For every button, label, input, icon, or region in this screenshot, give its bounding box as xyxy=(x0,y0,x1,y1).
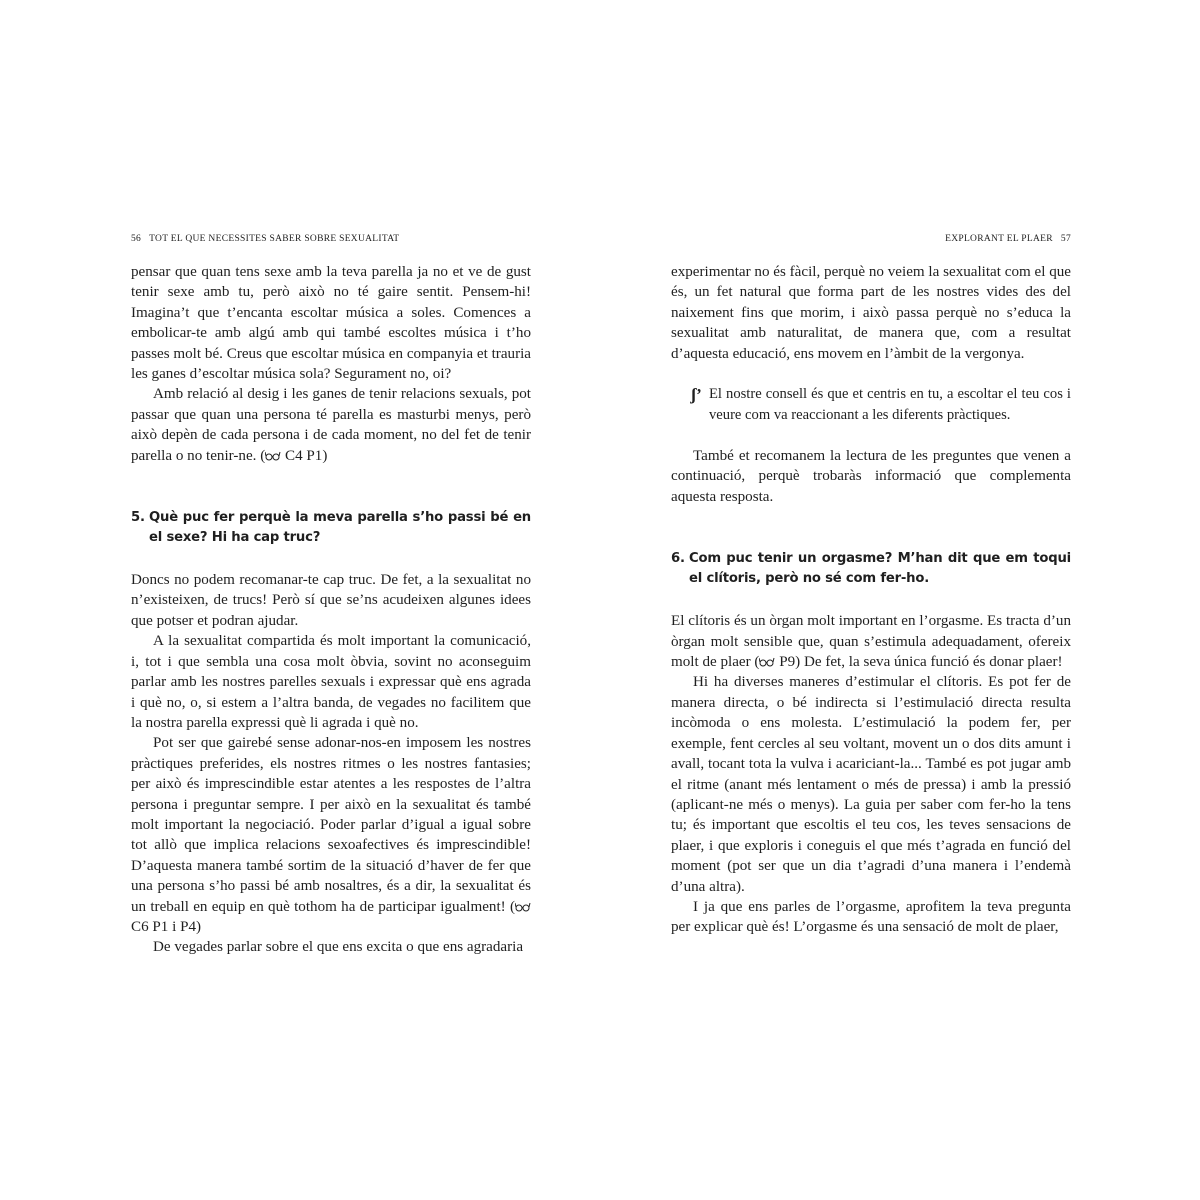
tip-icon: ʃ’ xyxy=(691,385,702,405)
question-number: 5. xyxy=(131,510,145,526)
left-body xyxy=(131,262,531,958)
glasses-icon xyxy=(265,451,281,461)
paragraph xyxy=(131,733,531,937)
paragraph xyxy=(131,384,531,466)
paragraph-text: De fet, la seva única funció és donar plaer! xyxy=(800,654,1063,671)
cross-reference: C6 P1 i P4) xyxy=(131,918,202,935)
paragraph: Doncs no podem recomanar-te cap truc. De fet, a la sexualitat no n’existeixen, de trucs! Però sí que se’ns acudeixen algunes idees que potser et podran ajudar. xyxy=(131,572,531,629)
paragraph xyxy=(671,611,1071,672)
paragraph-text: Amb relació al desig i les ganes de tenir relacions sexuals, pot passar que quan una persona té parella es masturbi menys, però això depèn de cada persona i de cada moment, no del fet de tenir parella o no tenir-ne. ( xyxy=(131,386,531,464)
paragraph: De vegades parlar sobre el que ens excita o que ens agradaria xyxy=(153,939,524,956)
right-page xyxy=(671,234,1071,938)
cross-reference: P9) xyxy=(775,654,801,671)
glasses-icon xyxy=(759,657,775,667)
paragraph-text: Pot ser que gairebé sense adonar-nos-en imposem les nostres pràctiques preferides, els nostres ritmes o les nostres fantasies; per això és imprescindible estar atentes a les respostes de l’altra persona i preguntar sempre. I per això en la sexualitat és també molt important la negociació. Poder parlar d’igual a igual sobre tot allò que implica relacions sexoafectives és imprescindible! D’aquesta manera també sortim de la situació d’haver de fer que una persona s’ho passi bé amb nosaltres, és a dir, la sexualitat és un treball en equip en què tothom ha de participar igualment! ( xyxy=(131,735,531,915)
running-head-left xyxy=(131,234,531,250)
glasses-icon xyxy=(515,902,531,912)
page-number: 57 xyxy=(1060,234,1071,244)
tip-box xyxy=(691,384,1071,426)
right-body xyxy=(671,262,1071,938)
question-heading xyxy=(131,508,531,548)
tip-text: El nostre consell és que et centris en tu, a escoltar el teu cos i veure com va reaccionant a les diferents pràctiques. xyxy=(709,386,1071,424)
left-page xyxy=(131,234,531,958)
paragraph: També et recomanem la lectura de les preguntes que venen a continuació, perquè trobaràs informació que complementa aquesta resposta. xyxy=(671,448,1071,505)
running-head-right xyxy=(671,234,1071,250)
running-head-title: EXPLORANT EL PLAER xyxy=(945,234,1053,244)
running-head-title: TOT EL QUE NECESSITES SABER SOBRE SEXUALITAT xyxy=(149,234,400,244)
question-heading xyxy=(671,549,1071,589)
paragraph: A la sexualitat compartida és molt important la comunicació, i, tot i que sembla una cosa molt òbvia, sovint no aconseguim parlar amb les nostres parelles sexuals i expressar què ens agrada i què no, o, si estem a l’altra banda, de vegades no facilitem que la nostra parella expressi què li agrada i què no. xyxy=(131,633,531,731)
paragraph: experimentar no és fàcil, perquè no veiem la sexualitat com el que és, un fet natural que forma part de les nostres vides des del naixement fins que morim, i això passa perquè no s’educa la sexualitat amb naturalitat, de manera que, com a resultat d’aquesta educació, ens movem en l’àmbit de la vergonya. xyxy=(671,264,1071,362)
paragraph: I ja que ens parles de l’orgasme, aprofitem la teva pregunta per explicar què és! L’orgasme és una sensació de molt de plaer, xyxy=(671,898,1071,936)
question-text: Com puc tenir un orgasme? M’han dit que em toqui el clítoris, però no sé com fer-ho. xyxy=(689,551,1071,587)
page-number: 56 xyxy=(131,234,142,244)
question-number: 6. xyxy=(671,551,685,567)
cross-reference: C4 P1) xyxy=(281,447,328,464)
paragraph: Hi ha diverses maneres d’estimular el clítoris. Es pot fer de manera directa, o bé indirecta si l’estimulació directa resulta incòmoda o ens molesta. L’estimulació la podem fer, per exemple, fent cercles al seu voltant, movent un o dos dits amunt i avall, tocant tota la vulva i acariciant-la... També es pot jugar amb el ritme (anant més lentament o més de pressa) i amb la pressió (aplicant-ne més o menys). La guia per saber com fer-ho la tens tu; és important que escoltis el teu cos, les teves sensacions de plaer, i que exploris i coneguis el que més t’agrada en funció del moment (pot ser que un dia t’agradi d’una manera i l’endemà d’una altra). xyxy=(671,674,1071,895)
paragraph-text: El clítoris és un òrgan molt important en l’orgasme. Es tracta d’un òrgan molt sensible que, quan s’estimula adequadament, ofereix molt de plaer ( xyxy=(671,613,1071,671)
paragraph: pensar que quan tens sexe amb la teva parella ja no et ve de gust tenir sexe amb tu, però això no té gaire sentit. Pensem-hi! Imagina’t que t’encanta escoltar música a soles. Comences a embolicar-te amb algú amb qui també escoltes música i t’ho passes molt bé. Creus que escoltar música en companyia et trauria les ganes d’escoltar música sola? Segurament no, oi? xyxy=(131,264,531,383)
question-text: Què puc fer perquè la meva parella s’ho passi bé en el sexe? Hi ha cap truc? xyxy=(149,510,531,546)
